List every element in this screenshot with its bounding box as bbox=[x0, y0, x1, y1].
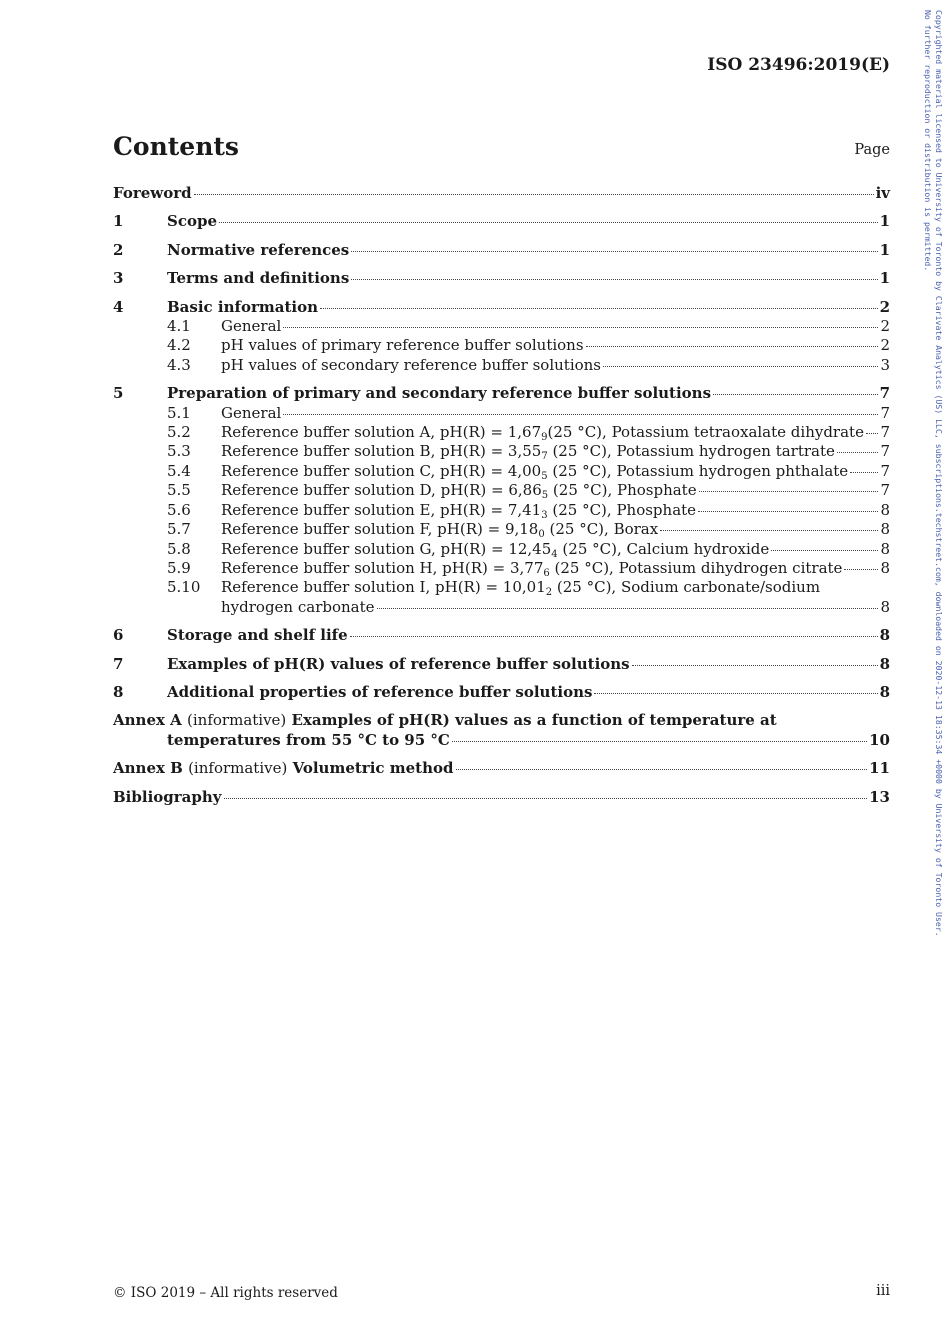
watermark-line-2: No further reproduction or distribution is permitted. bbox=[923, 10, 933, 272]
toc-page: 7 bbox=[880, 442, 890, 461]
toc-leader bbox=[586, 346, 879, 347]
toc-title: Reference buffer solution G, $pH(R) = 12,45_4$ (25 °C), Calcium hydroxide bbox=[221, 539, 770, 559]
toc-title: Reference buffer solution A, $pH(R) = 1,67_9(25$ °C), Potassium tetraoxalate dihydrate bbox=[221, 423, 864, 443]
toc-entry-5-3[interactable] bbox=[113, 442, 890, 461]
contents-title: Contents bbox=[113, 132, 240, 161]
toc-number: 6 bbox=[113, 626, 124, 645]
toc-number: 5.7 bbox=[167, 520, 191, 539]
toc-entry-8[interactable] bbox=[113, 683, 890, 702]
annex-label: Annex B bbox=[113, 759, 183, 778]
toc-entry-5-8[interactable] bbox=[113, 540, 890, 559]
toc-entry-5-2[interactable] bbox=[113, 423, 890, 442]
toc-leader bbox=[350, 636, 878, 637]
toc-page: 8 bbox=[879, 654, 890, 673]
toc-entry-5-10-continued[interactable] bbox=[113, 598, 890, 617]
page-column-label: Page bbox=[854, 142, 890, 158]
toc-page: 1 bbox=[879, 269, 890, 288]
toc-leader bbox=[320, 308, 878, 309]
annex-title: Examples of pH(R) values as a function of temperature at bbox=[291, 711, 777, 730]
toc-page: 7 bbox=[879, 384, 890, 403]
toc-leader bbox=[837, 452, 879, 453]
toc-leader bbox=[713, 394, 878, 395]
toc-title: temperatures from 55 °C to 95 °C bbox=[167, 730, 450, 749]
toc-number: 5.3 bbox=[167, 442, 191, 461]
toc-title: Reference buffer solution F, $pH(R) = 9,18_0$ (25 °C), Borax bbox=[221, 520, 659, 540]
toc-title: Reference buffer solution I, $pH(R) = 10,01_2$ (25 °C), Sodium carbonate/sodium bbox=[221, 578, 821, 598]
toc-entry-4[interactable] bbox=[113, 298, 890, 317]
toc-entry-5-4[interactable] bbox=[113, 462, 890, 481]
toc-title: Reference buffer solution B, $pH(R) = 3,55_7$ (25 °C), Potassium hydrogen tartrate bbox=[221, 442, 835, 462]
toc-page: 8 bbox=[880, 500, 890, 519]
toc-number: 5.10 bbox=[167, 578, 201, 597]
toc-entry-5-6[interactable] bbox=[113, 501, 890, 520]
toc-number: 7 bbox=[113, 654, 124, 673]
standard-id: ISO 23496:2019(E) bbox=[707, 55, 890, 75]
toc-entry-5-10[interactable] bbox=[113, 578, 890, 597]
toc-number: 5.6 bbox=[167, 500, 191, 519]
toc-number: 2 bbox=[113, 240, 124, 259]
toc-entry-2[interactable] bbox=[113, 241, 890, 260]
toc-leader bbox=[224, 798, 868, 799]
toc-leader bbox=[632, 665, 878, 666]
toc-leader bbox=[351, 251, 877, 252]
toc-number: 5.9 bbox=[167, 558, 191, 577]
toc-page: 8 bbox=[880, 539, 890, 558]
toc-number: 8 bbox=[113, 682, 124, 701]
toc-entry-5-1[interactable] bbox=[113, 404, 890, 423]
toc-page: 8 bbox=[879, 626, 890, 645]
toc-page: 7 bbox=[880, 461, 890, 480]
toc-leader bbox=[698, 511, 878, 512]
toc-page: 2 bbox=[879, 297, 890, 316]
toc-entry-4-3[interactable] bbox=[113, 356, 890, 375]
toc-number: 4.2 bbox=[167, 336, 191, 355]
toc-title: Examples of pH(R) values of reference buffer solutions bbox=[167, 654, 630, 673]
annex-kind: (informative) bbox=[187, 711, 287, 730]
license-watermark bbox=[922, 10, 944, 937]
toc-number: 5.1 bbox=[167, 403, 191, 422]
toc-entry-foreword[interactable] bbox=[113, 184, 890, 203]
toc-number: 1 bbox=[113, 212, 124, 231]
toc-page: 11 bbox=[869, 759, 890, 778]
table-of-contents bbox=[113, 184, 890, 807]
toc-number: 5.2 bbox=[167, 423, 191, 442]
toc-entry-3[interactable] bbox=[113, 269, 890, 288]
toc-leader bbox=[844, 569, 878, 570]
toc-leader bbox=[351, 279, 877, 280]
toc-entry-1[interactable] bbox=[113, 212, 890, 231]
toc-page: 8 bbox=[880, 558, 890, 577]
toc-page: 7 bbox=[880, 403, 890, 422]
toc-leader bbox=[194, 194, 874, 195]
toc-title: hydrogen carbonate bbox=[221, 597, 375, 616]
toc-page: 13 bbox=[869, 787, 890, 806]
toc-page: 1 bbox=[879, 240, 890, 259]
toc-entry-annex-a-continued[interactable] bbox=[113, 731, 890, 750]
watermark-line-1: Copyrighted material licensed to University of Toronto by Clarivate Analytics (US) LLC, subscriptions.techstreet.com, downloaded on 2020-12-13 18:35:34 +0000 by University of Toronto User. bbox=[934, 10, 944, 937]
toc-number: 5.8 bbox=[167, 539, 191, 558]
toc-title: pH values of primary reference buffer solutions bbox=[221, 336, 584, 355]
toc-number: 3 bbox=[113, 269, 124, 288]
toc-title: Bibliography bbox=[113, 787, 222, 806]
toc-entry-annex-a[interactable] bbox=[113, 711, 890, 730]
toc-title: Preparation of primary and secondary reference buffer solutions bbox=[167, 384, 712, 403]
toc-title: Reference buffer solution D, $pH(R) = 6,86_5$ (25 °C), Phosphate bbox=[221, 481, 697, 501]
toc-title: Scope bbox=[167, 212, 218, 231]
toc-entry-annex-b[interactable] bbox=[113, 759, 890, 778]
toc-entry-6[interactable] bbox=[113, 626, 890, 645]
toc-page: iv bbox=[875, 184, 890, 202]
toc-leader bbox=[283, 414, 878, 415]
toc-entry-4-1[interactable] bbox=[113, 317, 890, 336]
toc-leader bbox=[850, 472, 878, 473]
toc-number: 5 bbox=[113, 384, 124, 403]
toc-number: 4.3 bbox=[167, 355, 191, 374]
toc-leader bbox=[456, 769, 868, 770]
toc-title bbox=[113, 759, 454, 778]
toc-page: 7 bbox=[880, 423, 890, 442]
toc-leader bbox=[603, 366, 878, 367]
toc-entry-bibliography[interactable] bbox=[113, 788, 890, 807]
toc-number: 4.1 bbox=[167, 317, 191, 336]
toc-page: 2 bbox=[880, 336, 890, 355]
toc-title: Basic information bbox=[167, 297, 318, 316]
toc-leader bbox=[452, 741, 867, 742]
toc-entry-7[interactable] bbox=[113, 655, 890, 674]
toc-title: pH values of secondary reference buffer solutions bbox=[221, 355, 602, 374]
toc-number: 5.4 bbox=[167, 461, 191, 480]
toc-leader bbox=[377, 608, 879, 609]
toc-title: Additional properties of reference buffer solutions bbox=[167, 682, 593, 701]
annex-kind: (informative) bbox=[188, 759, 288, 778]
toc-page: 10 bbox=[869, 730, 890, 749]
toc-leader bbox=[594, 693, 877, 694]
toc-title: General bbox=[221, 403, 282, 422]
footer-copyright: © ISO 2019 – All rights reserved bbox=[113, 1285, 338, 1301]
toc-page: 7 bbox=[880, 481, 890, 500]
toc-page: 8 bbox=[880, 597, 890, 616]
toc-title: Terms and definitions bbox=[167, 269, 350, 288]
toc-title: Storage and shelf life bbox=[167, 626, 348, 645]
toc-leader bbox=[283, 327, 878, 328]
toc-page: 1 bbox=[879, 212, 890, 231]
toc-title: General bbox=[221, 317, 282, 336]
toc-leader bbox=[660, 530, 878, 531]
toc-number: 5.5 bbox=[167, 481, 191, 500]
toc-leader bbox=[699, 491, 879, 492]
toc-page: 8 bbox=[879, 682, 890, 701]
toc-leader bbox=[866, 433, 879, 434]
footer-page-number: iii bbox=[876, 1283, 890, 1299]
toc-title: Normative references bbox=[167, 240, 350, 259]
toc-page: 8 bbox=[880, 520, 890, 539]
toc-leader bbox=[771, 550, 878, 551]
toc-title: Reference buffer solution C, $pH(R) = 4,00_5$ (25 °C), Potassium hydrogen phthalate bbox=[221, 461, 849, 482]
toc-entry-5-7[interactable] bbox=[113, 520, 890, 539]
annex-title: Volumetric method bbox=[292, 759, 454, 778]
toc-number: 4 bbox=[113, 297, 124, 316]
toc-entry-4-2[interactable] bbox=[113, 336, 890, 355]
toc-entry-5-5[interactable] bbox=[113, 481, 890, 500]
toc-entry-5[interactable] bbox=[113, 384, 890, 403]
toc-page: 2 bbox=[880, 317, 890, 336]
toc-title: Foreword bbox=[113, 184, 192, 202]
toc-entry-5-9[interactable] bbox=[113, 559, 890, 578]
toc-title bbox=[113, 711, 777, 730]
toc-title: Reference buffer solution H, $pH(R) = 3,77_6$ (25 °C), Potassium dihydrogen citrate bbox=[221, 558, 843, 579]
annex-label: Annex A bbox=[113, 711, 182, 730]
toc-leader bbox=[219, 222, 878, 223]
toc-page: 3 bbox=[880, 355, 890, 374]
toc-title: Reference buffer solution E, $pH(R) = 7,41_3$ (25 °C), Phosphate bbox=[221, 500, 697, 521]
